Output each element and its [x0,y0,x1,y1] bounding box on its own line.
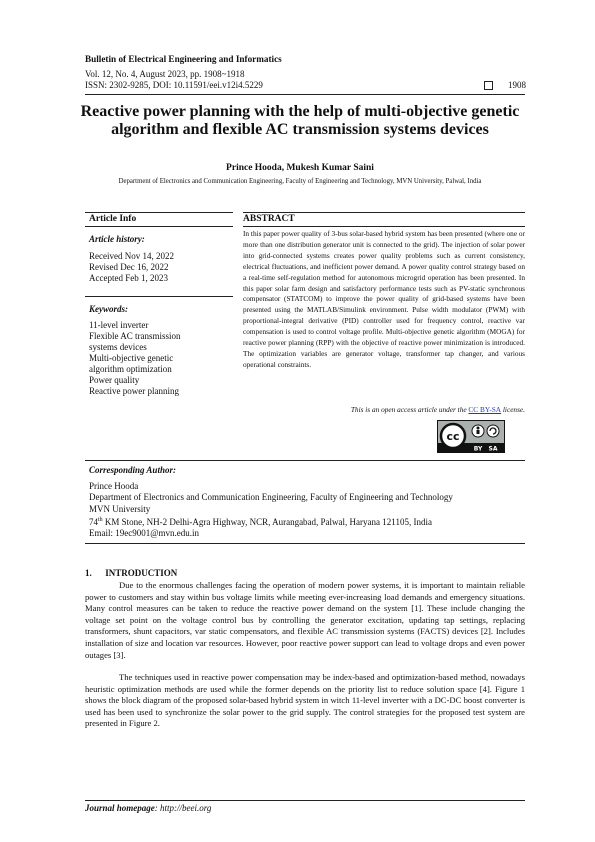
keywords-label: Keywords: [89,304,128,314]
abstract-top-rule [243,212,525,213]
history-revised: Revised Dec 16, 2022 [89,262,169,272]
article-info-top-rule [85,212,233,213]
oa-suffix: license. [501,405,525,414]
intro-paragraph-2: The techniques used in reactive power compensation may be index-based and optimization-based method, nowadays heuristic optimization methods are used while the former depends on the priority list to reduce solution space [4]. Figure 1 shows the block diagram of the proposed solar-based hybrid system in witch 11-level inverter with a DC-DC boost converter is used has been used to synchronize the solar power to the grid supply. The control strategies for the proposed test system are presented in Figure 2. [85,672,525,729]
keyword-item: Flexible AC transmission [89,331,181,341]
article-info-bottom-rule [85,226,233,227]
homepage-link[interactable]: http://beei.org [160,803,212,813]
cc-license-badge[interactable] [437,420,505,453]
addr-number: 74 [89,516,98,527]
open-access-note [243,405,525,414]
keywords-rule [85,296,233,297]
header-rule [85,94,525,95]
footer-rule [85,800,525,801]
addr-sup: th [98,516,103,523]
keywords-list [89,320,181,397]
keyword-item: Reactive power planning [89,386,179,396]
person-icon [477,427,480,430]
keyword-item: Multi-objective genetic [89,353,174,363]
issn-doi: ISSN: 2302-9285, DOI: 10.11591/eei.v12i4.5229 [85,80,263,90]
addr-rest: KM Stone, NH-2 Delhi-Agra Highway, NCR, Aurangabad, Palwal, Haryana 121105, India [102,516,432,527]
corresponding-label: Corresponding Author: [89,465,176,475]
sa-label: SA [488,445,498,452]
square-icon [484,81,493,90]
paper-title: Reactive power planning with the help of multi-objective genetic algorithm and flexible AC transmission systems devices [80,103,520,138]
corresponding-name: Prince Hooda [89,481,139,491]
history-list [89,251,174,284]
article-info-heading: Article Info [89,214,137,224]
page-number: 1908 [508,80,526,90]
corresponding-bottom-rule [85,543,525,544]
journal-name: Bulletin of Electrical Engineering and Informatics [85,54,282,64]
homepage-sep: : [154,803,161,813]
history-received: Received Nov 14, 2022 [89,251,174,261]
cc-icon: cc [446,430,460,443]
abstract-bottom-rule [243,226,525,227]
cc-by-sa-link[interactable]: CC BY-SA [468,405,502,414]
abstract-heading: ABSTRACT [243,214,295,224]
author-list: Prince Hooda, Mukesh Kumar Saini [226,163,374,173]
corresponding-email[interactable]: Email: 19ec9001@mvn.edu.in [89,528,200,539]
volume-info: Vol. 12, No. 4, August 2023, pp. 1908~1918 [85,69,245,79]
history-accepted: Accepted Feb 1, 2023 [89,273,168,283]
intro-paragraph-1: Due to the enormous challenges facing the operation of modern power systems, it is important to maintain reliable power to customers and stay within bus voltage limits while meeting ever-increasing load demands and emergency situations. Many control measures can be taken to reduce the reactive power demand on the system [1]. These include changing the voltage set point on the voltage control bus by controlling the generator excitation, updating tap settings, replacing transformers, shunt capacitors, var static compensators, and flexible AC transmission systems (FACTS) devices [2]. Includes installation of size and location var resources. However, poor reactive power support can lead to voltage drops and even power outages [3]. [85,580,525,660]
journal-homepage [85,803,211,813]
abstract-text: In this paper power quality of 3-bus solar-based hybrid system has been presented (where one or more than one distribution generator unit is connected to the grid). The injection of solar power into grid-connected systems creates power quality problems such as current consistency, electrical fluctuations, and inefficient power demand. A power quality control strategy based on a real-time self-regulation method for autonomous microgrid operation has been presented. In this paper solar farm design and satisfactory performance tests such as PV-static synchronous compensator (STATCOM) to improve the power quality of grid-based systems have been presented using the MATLAB/Simulink environment. Pulse width modulator (PWM) with proportional-integral derivative (PID) controller used for frequency control, reactive var compensation is used to control voltage profile. Multi-objective genetic algorithm (MOGA) for reactive power planning (RPP) with the objective of reactive power minimization is introduced. The optimization variables are generator voltage, transformer tap changer, and various operational constraints. [243,229,525,369]
section-heading-introduction: 1. INTRODUCTION [85,568,178,578]
corresponding-top-rule [85,460,525,461]
corresponding-univ: MVN University [89,503,151,514]
corresponding-address [89,515,453,528]
corresponding-dept: Department of Electronics and Communication Engineering, Faculty of Engineering and Technology [89,492,453,503]
by-label: BY [473,445,483,452]
oa-prefix: This is an open access article under the [350,405,469,414]
keyword-item: Power quality [89,375,140,385]
cc-badge-graphic [438,421,504,452]
corresponding-block [89,481,453,539]
homepage-label: Journal homepage [85,803,155,813]
keyword-item: systems devices [89,342,147,352]
history-label: Article history: [89,234,145,244]
affiliation: Department of Electronics and Communication Engineering, Faculty of Engineering and Technology, MVN University, Palwal, India [118,178,482,185]
keyword-item: algorithm optimization [89,364,172,374]
keyword-item: 11-level inverter [89,320,149,330]
